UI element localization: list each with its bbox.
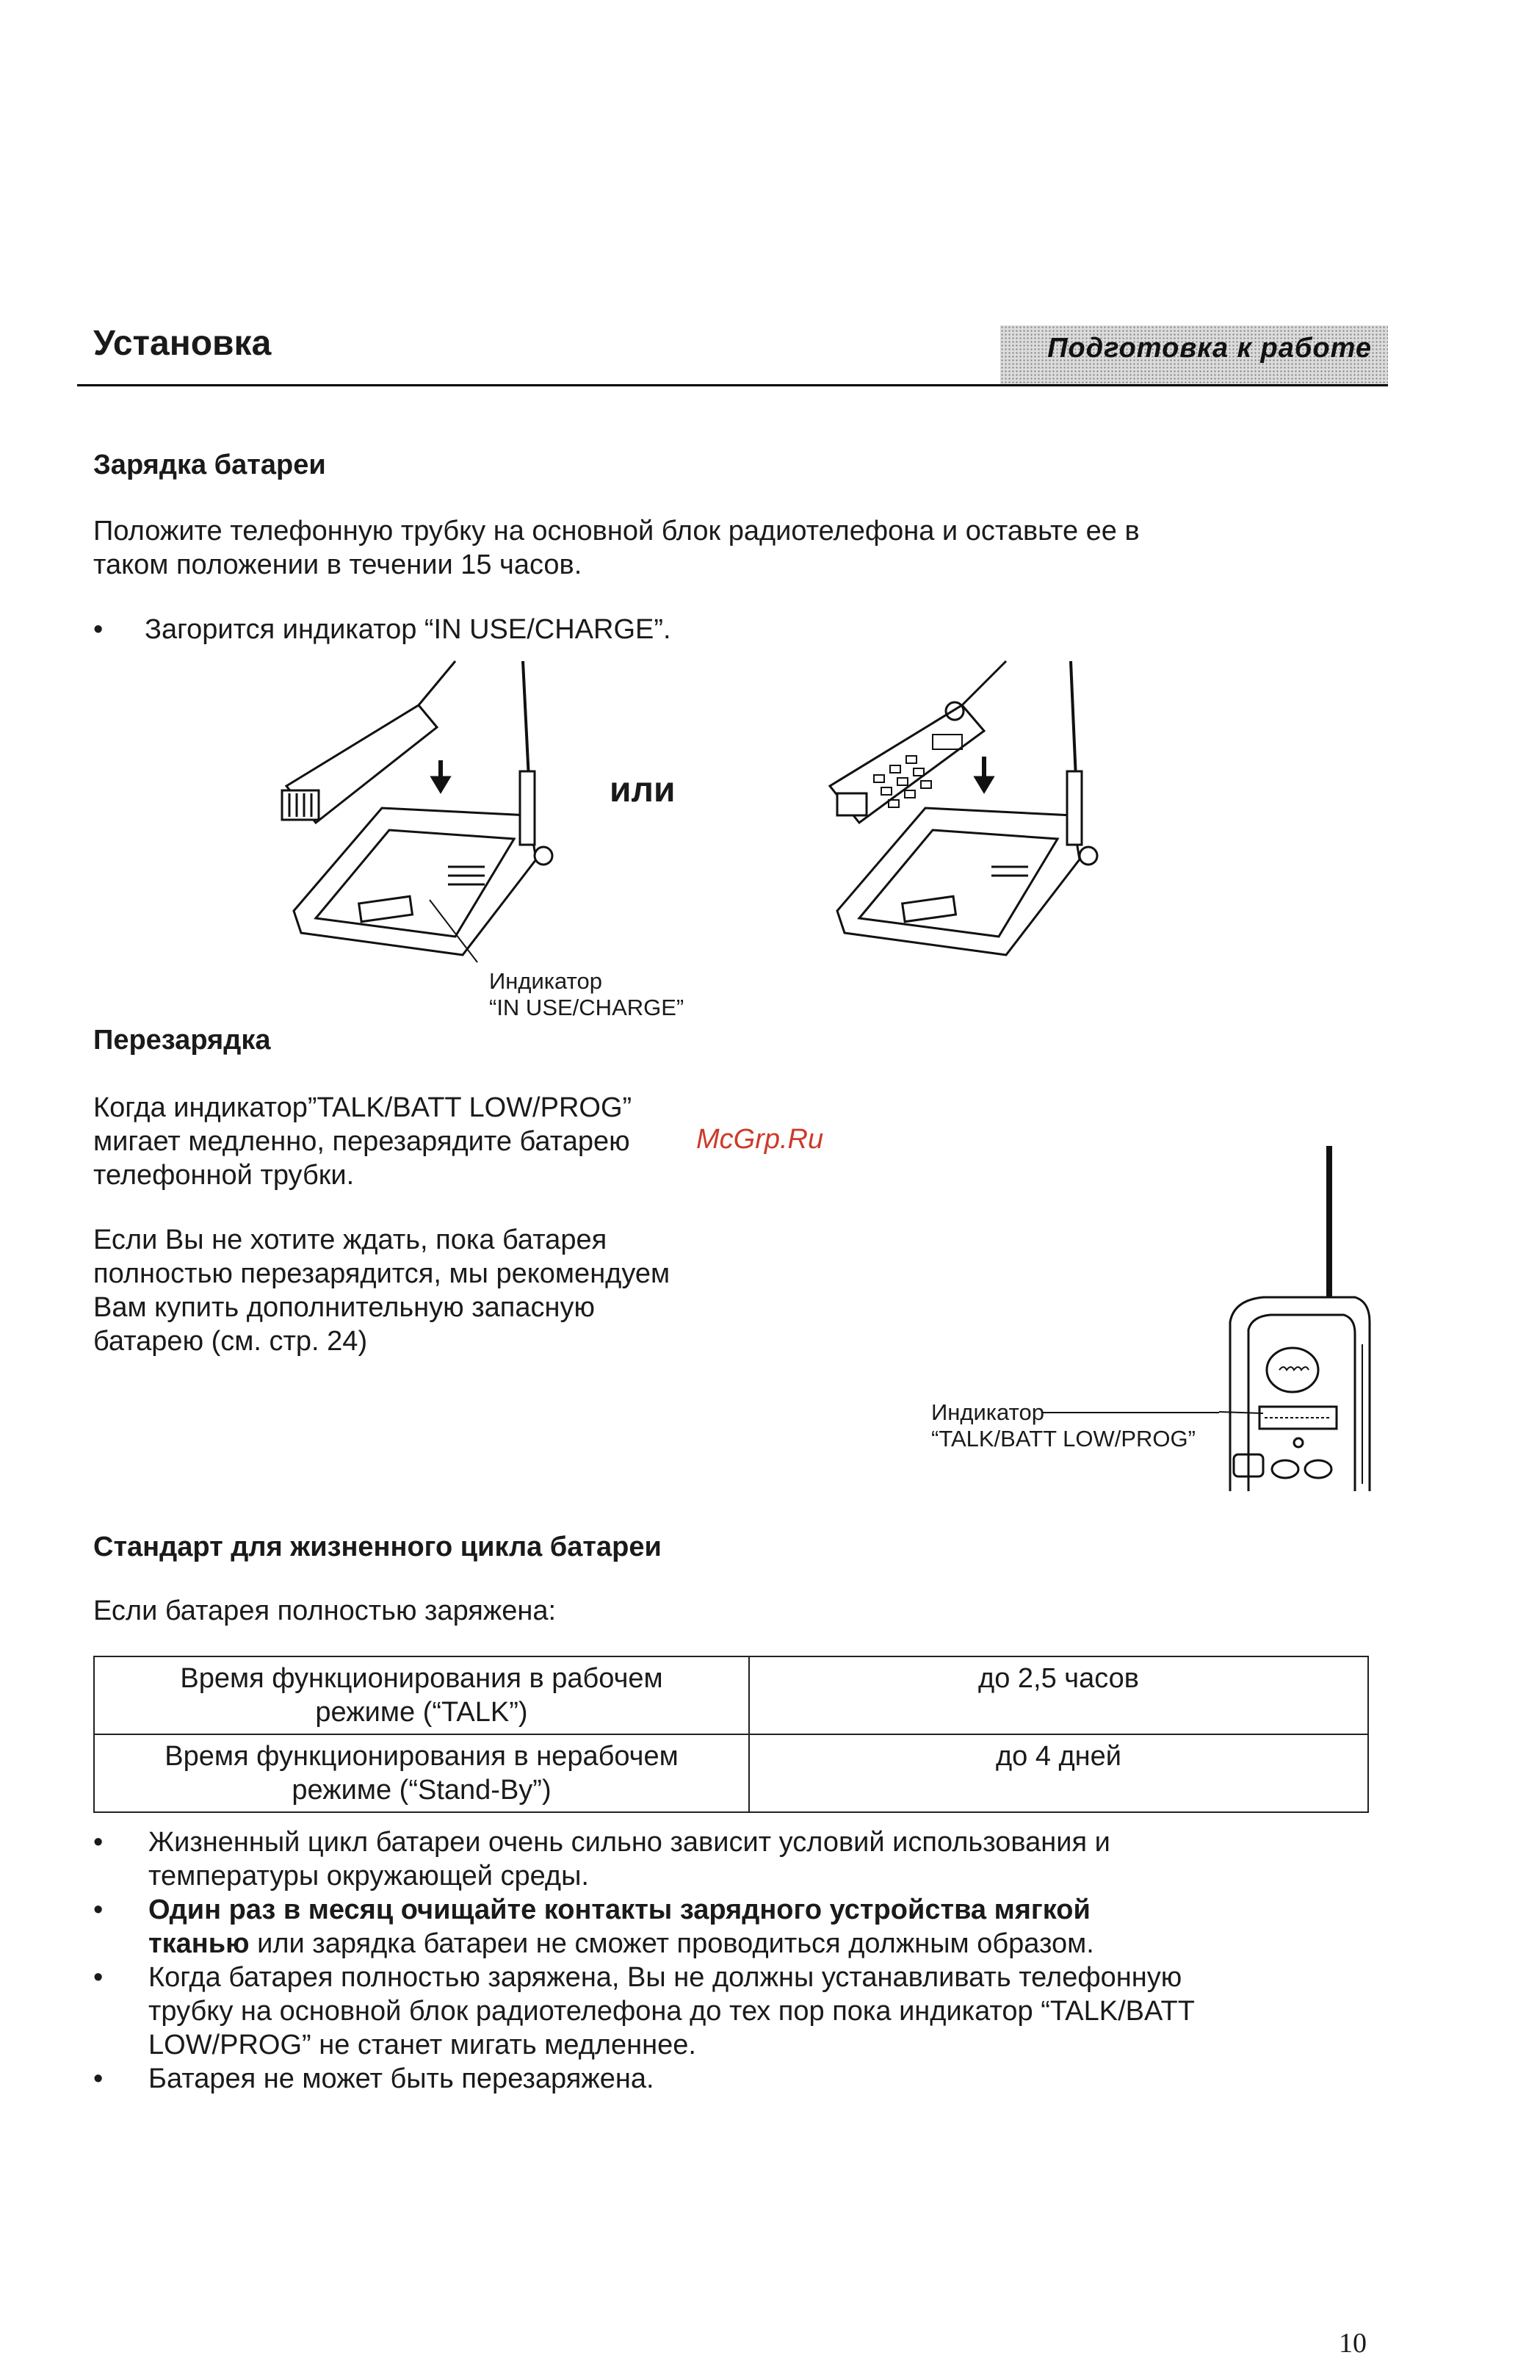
caption-line-1: Индикатор bbox=[489, 968, 602, 994]
recharging-para-2-line-4: батарею (см. стр. 24) bbox=[93, 1326, 368, 1357]
in-use-charge-caption bbox=[489, 968, 684, 1021]
note-1-line-1: Жизненный цикл батареи очень сильно зависит условий использования и bbox=[148, 1827, 1110, 1858]
row-1-label-line-1: Время функционирования в рабочем bbox=[180, 1663, 663, 1694]
page-number: 10 bbox=[1339, 2328, 1367, 2359]
note-2-bold-word: тканью bbox=[148, 1928, 250, 1959]
bullet-dot: • bbox=[93, 2063, 104, 2094]
table-cell-value: до 2,5 часов bbox=[749, 1656, 1368, 1734]
list-item bbox=[93, 1825, 1378, 1893]
note-2-rest: или зарядка батареи не сможет проводиться должным образом. bbox=[249, 1928, 1094, 1959]
note-2-line-1: Один раз в месяц очищайте контакты зарядного устройства мягкой bbox=[148, 1894, 1091, 1925]
talk-caption-line-2: “TALK/BATT LOW/PROG” bbox=[931, 1426, 1196, 1452]
list-item bbox=[93, 1961, 1378, 2062]
table-row bbox=[94, 1734, 1368, 1812]
watermark: McGrp.Ru bbox=[696, 1124, 824, 1155]
bullet-dot: • bbox=[93, 614, 104, 645]
charging-bullet-text: Загорится индикатор “IN USE/CHARGE”. bbox=[145, 614, 671, 645]
charging-bullet bbox=[93, 613, 671, 646]
recharging-para-2-line-1: Если Вы не хотите ждать, пока батарея bbox=[93, 1225, 607, 1255]
talk-batt-caption bbox=[931, 1399, 1196, 1452]
recharging-para-2-line-3: Вам купить дополнительную запасную bbox=[93, 1292, 595, 1323]
charging-instruction bbox=[93, 514, 1386, 582]
battery-life-intro: Если батарея полностью заряжена: bbox=[93, 1595, 557, 1626]
or-label: или bbox=[610, 771, 676, 809]
bullet-dot: • bbox=[93, 1827, 104, 1858]
note-4-line-1: Батарея не может быть перезаряжена. bbox=[148, 2063, 654, 2094]
battery-notes-list bbox=[93, 1825, 1378, 2096]
table-cell-label bbox=[94, 1656, 749, 1734]
charging-heading: Зарядка батареи bbox=[93, 450, 326, 480]
caption-line-2: “IN USE/CHARGE” bbox=[489, 995, 684, 1020]
list-item bbox=[93, 1893, 1378, 1961]
row-1-label-line-2: режиме (“TALK”) bbox=[315, 1697, 528, 1728]
bullet-dot: • bbox=[93, 1962, 104, 1993]
note-1-line-2: температуры окружающей среды. bbox=[148, 1861, 589, 1892]
note-3-line-1: Когда батарея полностью заряжена, Вы не должны устанавливать телефонную bbox=[148, 1962, 1182, 1993]
page-title: Установка bbox=[93, 324, 272, 363]
note-3-line-3: LOW/PROG” не станет мигать медленнее. bbox=[148, 2030, 696, 2060]
section-tag bbox=[1000, 325, 1388, 384]
table-row bbox=[94, 1656, 1368, 1734]
battery-life-table bbox=[93, 1656, 1369, 1813]
handset-illustration bbox=[1219, 1131, 1388, 1491]
recharging-heading: Перезарядка bbox=[93, 1025, 271, 1056]
header-rule bbox=[77, 384, 1388, 386]
section-tag-label: Подготовка к работе bbox=[1047, 333, 1372, 364]
list-item bbox=[93, 2062, 1378, 2096]
recharging-para-2-line-2: полностью перезарядится, мы рекомендуем bbox=[93, 1258, 670, 1289]
talk-caption-line-1: Индикатор bbox=[931, 1399, 1044, 1425]
phone-on-base-illustration-b bbox=[823, 646, 1116, 970]
recharging-para-2 bbox=[93, 1223, 670, 1358]
charging-instruction-line-2: таком положении в течении 15 часов. bbox=[93, 549, 582, 580]
recharging-para-1-line-1: Когда индикатор”TALK/BATT LOW/PROG” bbox=[93, 1092, 632, 1123]
recharging-para-1-line-3: телефонной трубки. bbox=[93, 1160, 355, 1191]
recharging-para-1-line-2: мигает медленно, перезарядите батарею bbox=[93, 1126, 630, 1157]
phone-on-base-illustration-a bbox=[272, 646, 565, 970]
table-cell-label bbox=[94, 1734, 749, 1812]
charging-instruction-line-1: Положите телефонную трубку на основной блок радиотелефона и оставьте ее в bbox=[93, 516, 1140, 547]
row-2-label-line-2: режиме (“Stand-By”) bbox=[292, 1775, 552, 1806]
recharging-para-1 bbox=[93, 1091, 632, 1192]
bullet-dot: • bbox=[93, 1894, 104, 1925]
note-3-line-2: трубку на основной блок радиотелефона до тех пор пока индикатор “TALK/BATT bbox=[148, 1996, 1195, 2027]
note-2-line-2 bbox=[148, 1927, 1378, 1961]
table-cell-value: до 4 дней bbox=[749, 1734, 1368, 1812]
row-2-label-line-1: Время функционирования в нерабочем bbox=[165, 1741, 679, 1772]
battery-life-heading: Стандарт для жизненного цикла батареи bbox=[93, 1532, 662, 1562]
